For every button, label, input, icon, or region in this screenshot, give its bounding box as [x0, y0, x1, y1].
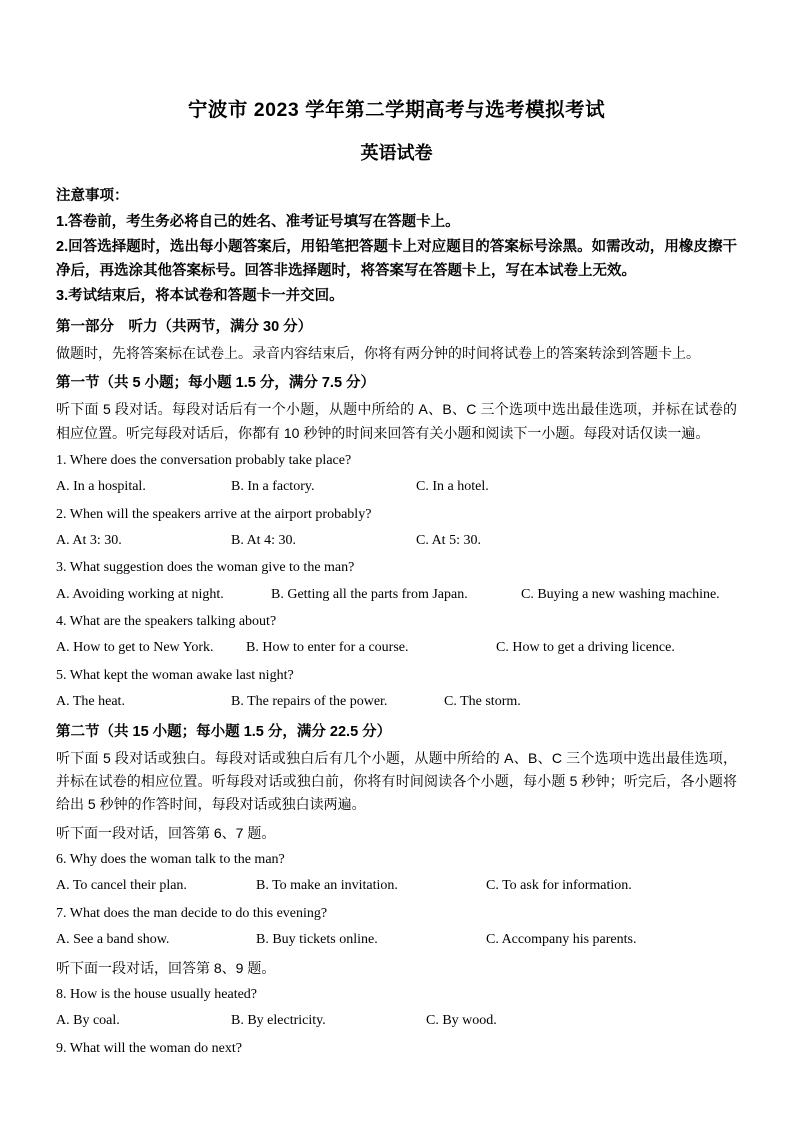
notice-heading: 注意事项： — [56, 188, 129, 205]
notice-item-2: 2.回答选择题时，选出每小题答案后，用铅笔把答题卡上对应题目的答案标号涂黑。如需改动，用橡皮擦干净后，再选涂其他答案标号。回答非选择题时，将答案写在答题卡上，写在本试卷上无效。 — [56, 239, 737, 279]
option-7-c[interactable]: C. Accompany his parents. — [486, 932, 637, 948]
part-one-heading: 第一部分 听力（共两节，满分 30 分） — [56, 318, 313, 335]
question-6-options — [56, 875, 737, 897]
question-4-text: What are the speakers talking about? — [69, 614, 277, 630]
section-two-instruction: 听下面 5 段对话或独白。每段对话或独白后有几个小题，从题中所给的 A、B、C 三个选项中选出最佳选项，并标在试卷的相应位置。听每段对话或独白前，你将有时间阅读各个小题，每小题 5 秒钟；听完后，各小题将给出 5 秒钟的作答时间，每段对话或独白读两遍。 — [56, 749, 737, 813]
option-7-a[interactable]: A. See a band show. — [56, 932, 170, 948]
question-9 — [56, 1038, 737, 1060]
option-2-b[interactable]: B. At 4: 30. — [231, 532, 296, 548]
question-8 — [56, 984, 737, 1006]
question-4-options — [56, 637, 737, 659]
option-4-c[interactable]: C. How to get a driving licence. — [496, 640, 675, 656]
question-8-number: 8. — [56, 986, 67, 1002]
section-two-heading: 第二节（共 15 小题；每小题 1.5 分，满分 22.5 分） — [56, 723, 392, 740]
option-8-c[interactable]: C. By wood. — [426, 1013, 497, 1029]
option-1-b[interactable]: B. In a factory. — [231, 479, 315, 495]
section-one-heading: 第一节（共 5 小题；每小题 1.5 分，满分 7.5 分） — [56, 375, 376, 392]
question-1-text: Where does the conversation probably take place? — [69, 452, 352, 468]
option-6-a[interactable]: A. To cancel their plan. — [56, 878, 187, 894]
question-5 — [56, 665, 737, 687]
option-2-a[interactable]: A. At 3: 30. — [56, 532, 122, 548]
question-3-text: What suggestion does the woman give to the man? — [69, 560, 355, 576]
question-7 — [56, 903, 737, 925]
page-subtitle: 英语试卷 — [360, 143, 433, 164]
question-1-options — [56, 476, 737, 498]
option-4-b[interactable]: B. How to enter for a course. — [246, 640, 409, 656]
option-3-a[interactable]: A. Avoiding working at night. — [56, 586, 224, 602]
question-3-number: 3. — [56, 560, 67, 576]
question-7-number: 7. — [56, 905, 67, 921]
option-6-c[interactable]: C. To ask for information. — [486, 878, 632, 894]
question-2 — [56, 504, 737, 526]
question-8-options — [56, 1010, 737, 1032]
option-6-b[interactable]: B. To make an invitation. — [256, 878, 398, 894]
question-9-text: What will the woman do next? — [69, 1040, 242, 1056]
question-2-number: 2. — [56, 506, 67, 522]
question-7-text: What does the man decide to do this evening? — [69, 905, 328, 921]
option-5-a[interactable]: A. The heat. — [56, 694, 125, 710]
question-6-text: Why does the woman talk to the man? — [69, 851, 285, 867]
option-7-b[interactable]: B. Buy tickets online. — [256, 932, 378, 948]
question-2-text: When will the speakers arrive at the airport probably? — [69, 506, 372, 522]
option-3-b[interactable]: B. Getting all the parts from Japan. — [271, 586, 468, 602]
question-1-number: 1. — [56, 452, 67, 468]
option-3-c[interactable]: C. Buying a new washing machine. — [521, 586, 720, 602]
part-one-instruction: 做题时，先将答案标在试卷上。录音内容结束后，你将有两分钟的时间将试卷上的答案转涂到答题卡上。 — [56, 344, 700, 361]
question-7-options — [56, 929, 737, 951]
question-1 — [56, 450, 737, 472]
question-4-number: 4. — [56, 614, 67, 630]
notice-item-1: 1.答卷前，考生务必将自己的姓名、准考证号填写在答题卡上。 — [56, 213, 460, 230]
question-6 — [56, 849, 737, 871]
question-5-text: What kept the woman awake last night? — [69, 667, 294, 683]
question-3-options — [56, 584, 737, 606]
question-9-number: 9. — [56, 1040, 67, 1056]
page-title: 宁波市 2023 学年第二学期高考与选考模拟考试 — [187, 99, 606, 121]
question-5-number: 5. — [56, 667, 67, 683]
option-5-c[interactable]: C. The storm. — [444, 694, 521, 710]
option-4-a[interactable]: A. How to get to New York. — [56, 640, 214, 656]
question-8-text: How is the house usually heated? — [70, 986, 258, 1002]
question-6-number: 6. — [56, 851, 67, 867]
question-3 — [56, 557, 737, 579]
option-1-c[interactable]: C. In a hotel. — [416, 479, 489, 495]
option-2-c[interactable]: C. At 5: 30. — [416, 532, 481, 548]
option-8-b[interactable]: B. By electricity. — [231, 1013, 326, 1029]
section-one-instruction: 听下面 5 段对话。每段对话后有一个小题，从题中所给的 A、B、C 三个选项中选出最佳选项，并标在试卷的相应位置。听完每段对话后，你都有 10 秒钟的时间来回答有关小题和阅读下一小题。每段对话仅读一遍。 — [56, 401, 737, 441]
material-note-2: 听下面一段对话，回答第 8、9 题。 — [56, 959, 276, 976]
question-2-options — [56, 530, 737, 552]
question-4 — [56, 611, 737, 633]
question-5-options — [56, 691, 737, 713]
option-5-b[interactable]: B. The repairs of the power. — [231, 694, 388, 710]
option-8-a[interactable]: A. By coal. — [56, 1013, 120, 1029]
notice-item-3: 3.考试结束后，将本试卷和答题卡一并交回。 — [56, 288, 344, 305]
option-1-a[interactable]: A. In a hospital. — [56, 479, 146, 495]
material-note-1: 听下面一段对话，回答第 6、7 题。 — [56, 824, 276, 841]
